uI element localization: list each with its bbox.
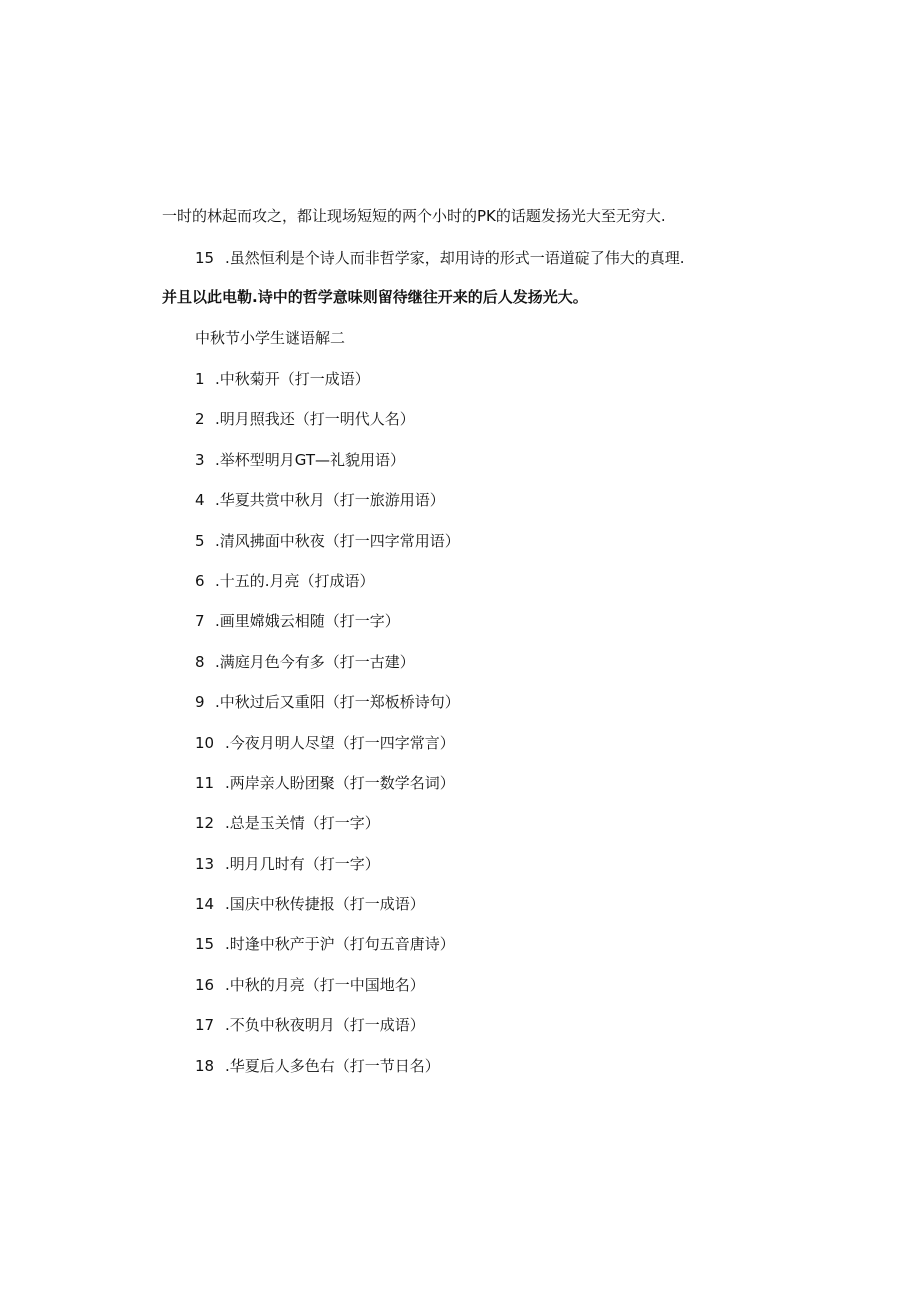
list-item [195, 813, 460, 853]
item-number: 8 [195, 652, 205, 671]
item-text: .两岸亲人盼团聚（打一数学名词） [225, 773, 455, 792]
list-item [195, 934, 460, 974]
item-text: .举杯型明月GT—礼貌用语） [215, 450, 406, 469]
list-item [195, 854, 460, 894]
list-item [195, 1056, 460, 1096]
item-number: 9 [195, 693, 205, 712]
list-item [195, 894, 460, 934]
item-number: 17 [195, 1016, 215, 1035]
paragraph-text: .虽然恒利是个诗人而非哲学家，却用诗的形式一语道碇了伟大的真理. [225, 249, 685, 267]
list-item [195, 1015, 460, 1055]
section-heading: 中秋节小学生谜语解二 [195, 329, 346, 347]
item-number: 11 [195, 773, 215, 792]
paragraph-line-3: 并且以此电勒.诗中的哲学意味则留待继往开来的后人发扬光大。 [162, 288, 588, 306]
item-text: .华夏后人多色右（打一节日名） [225, 1056, 440, 1075]
item-text: .中秋的月亮（打一中国地名） [225, 975, 425, 994]
list-item [195, 975, 460, 1015]
list-item [195, 531, 460, 571]
item-number: 6 [195, 571, 205, 590]
item-text: .清风拂面中秋夜（打一四字常用语） [215, 531, 460, 550]
list-item [195, 450, 460, 490]
item-text: .今夜月明人尽望（打一四字常言） [225, 733, 455, 752]
item-number: 4 [195, 491, 205, 510]
item-number: 16 [195, 975, 215, 994]
item-number: 3 [195, 450, 205, 469]
item-number: 1 [195, 370, 205, 388]
item-text: .中秋菊开（打一成语） [215, 370, 370, 388]
paragraph-number: 15 [195, 249, 215, 267]
list-item [195, 571, 460, 611]
item-number: 7 [195, 612, 205, 631]
item-text: .画里嫦娥云相随（打一字） [215, 612, 400, 631]
riddle-list [195, 369, 460, 1096]
list-item [195, 490, 460, 530]
item-number: 14 [195, 895, 215, 914]
list-item [195, 369, 460, 409]
item-text: .十五的.月亮（打成语） [215, 571, 375, 590]
item-text: .明月照我还（打一明代人名） [215, 410, 415, 429]
item-text: .中秋过后又重阳（打一郑板桥诗句） [215, 693, 460, 712]
item-text: .满庭月色今有多（打一古建） [215, 652, 415, 671]
list-item [195, 409, 460, 449]
item-number: 15 [195, 935, 215, 954]
item-text: .华夏共赏中秋月（打一旅游用语） [215, 491, 445, 510]
item-number: 12 [195, 814, 215, 833]
list-item [195, 611, 460, 651]
list-item [195, 733, 460, 773]
item-number: 10 [195, 733, 215, 752]
item-text: .总是玉关情（打一字） [225, 814, 380, 833]
item-number: 2 [195, 410, 205, 429]
item-number: 5 [195, 531, 205, 550]
item-text: .明月几时有（打一字） [225, 854, 380, 873]
item-text: .国庆中秋传捷报（打一成语） [225, 895, 425, 914]
item-number: 13 [195, 854, 215, 873]
list-item [195, 692, 460, 732]
paragraph-line-2 [195, 248, 685, 268]
item-text: .时逢中秋产于沪（打句五音唐诗） [225, 935, 455, 954]
list-item [195, 773, 460, 813]
item-number: 18 [195, 1056, 215, 1075]
list-item [195, 652, 460, 692]
item-text: .不负中秋夜明月（打一成语） [225, 1016, 425, 1035]
paragraph-line-1: 一时的林起而攻之，都让现场短短的两个小时的PK的话题发扬光大至无穷大. [162, 207, 666, 225]
